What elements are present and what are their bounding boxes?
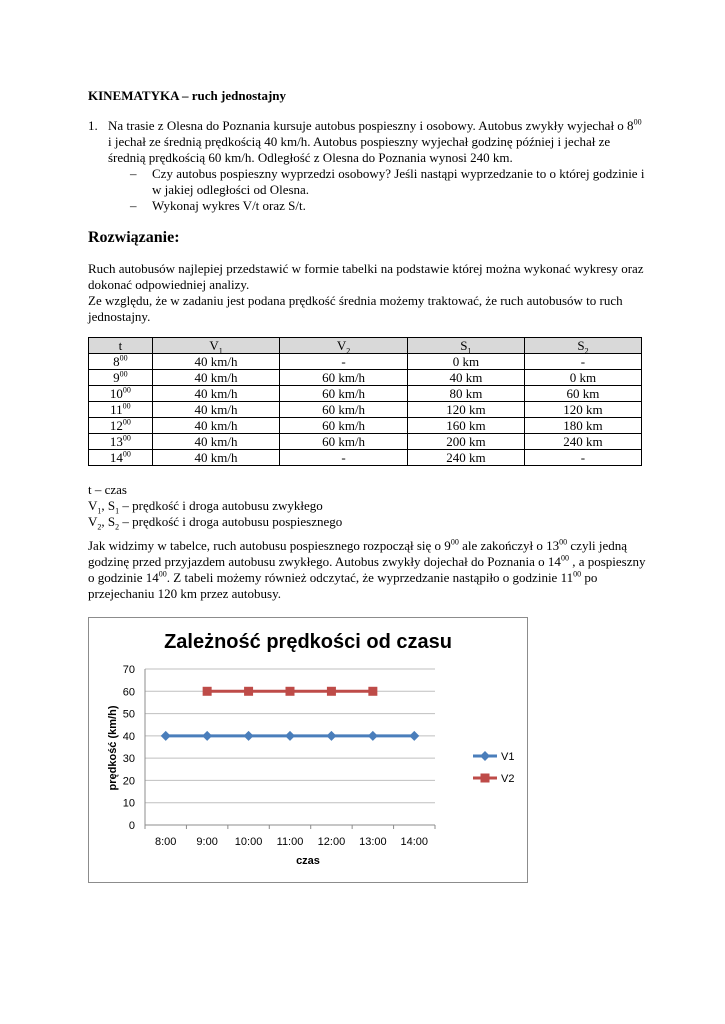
time-hour: 9 [113, 370, 120, 385]
header-main: V [336, 338, 347, 353]
x-tick-label: 8:00 [155, 836, 177, 848]
table-cell-v2: - [280, 354, 408, 370]
conclusion-sup: 00 [560, 553, 569, 563]
header-sub: 2 [584, 346, 589, 356]
data-point-v1 [285, 731, 295, 741]
table-cell-s2: 120 km [524, 402, 641, 418]
table-cell-s2: 180 km [524, 418, 641, 434]
table-row [89, 418, 642, 434]
legend-v1-letter: V [88, 498, 98, 513]
time-minutes: 00 [119, 353, 128, 363]
table-row [89, 370, 642, 386]
time-hour: 8 [113, 354, 120, 369]
data-point-v1 [202, 731, 212, 741]
table-header-cell [407, 338, 524, 354]
table-cell-time [89, 450, 153, 466]
data-point-v2 [327, 687, 336, 696]
legend-label: V1 [501, 751, 515, 763]
x-axis-label: czas [296, 855, 320, 867]
intro-paragraph-2: Ze względu, że w zadaniu jest podana prędkość średnia możemy traktować, że ruch autobusów to ruch jednostajny. [88, 293, 623, 324]
table-cell-v1: 40 km/h [152, 450, 280, 466]
legend-v1-text: – prędkość i droga autobusu zwykłego [119, 498, 323, 513]
chart-title: Zależność prędkości od czasu [164, 631, 452, 653]
table-header-cell [524, 338, 641, 354]
header-sub: 1 [218, 346, 223, 356]
conclusion-sup: 00 [559, 537, 568, 547]
conclusion-text: czyli jedną godzinę przed przyjazdem autobusu zwykłego. Autobus zwykły dojechał do Poznania o 14 [88, 538, 628, 569]
table-cell-s1: 40 km [407, 370, 524, 386]
table-cell-s1: 240 km [407, 450, 524, 466]
y-tick-label: 0 [128, 820, 135, 832]
y-tick-label: 70 [122, 664, 135, 676]
table-cell-s2: - [524, 354, 641, 370]
time-minutes: 00 [122, 433, 131, 443]
table-cell-s2: 0 km [524, 370, 641, 386]
y-tick-label: 50 [122, 708, 135, 721]
table-header-cell [152, 338, 280, 354]
legend-label: V2 [501, 773, 515, 785]
task-number: 1. [88, 118, 98, 133]
table-cell-time [89, 434, 153, 450]
header-main: t [118, 338, 123, 353]
bullet-dash: – [130, 198, 137, 213]
variable-legend [88, 482, 342, 530]
task-bullet [108, 166, 648, 198]
table-row [89, 386, 642, 402]
table-cell-v2: - [280, 450, 408, 466]
header-sub: 1 [467, 346, 472, 356]
legend-s2-sub: 2 [115, 522, 120, 532]
legend-t: t – czas [88, 482, 127, 497]
table-row [89, 434, 642, 450]
legend-s2-letter: S [107, 514, 116, 529]
conclusion-text: . Z tabeli możemy również odczytać, że wyprzedzanie nastąpiło o godzinie 11 [166, 570, 574, 585]
table-cell-time [89, 370, 153, 386]
legend-s1-sub: 1 [115, 506, 120, 516]
task-bullet [108, 198, 648, 214]
legend-comma: , [101, 498, 108, 513]
legend-v2-sub: 2 [97, 522, 102, 532]
header-main: S [460, 338, 468, 353]
bullet-dash: – [130, 166, 137, 181]
y-axis-label: prędkość (km/h) [107, 705, 119, 791]
task-body [108, 118, 648, 214]
table-cell-s2: 240 km [524, 434, 641, 450]
table-cell-v1: 40 km/h [152, 418, 280, 434]
task-1 [88, 118, 648, 214]
y-tick-label: 20 [122, 775, 135, 788]
data-point-v1 [244, 731, 254, 741]
data-point-v1 [326, 731, 336, 741]
data-point-v1 [368, 731, 378, 741]
time-minutes: 00 [122, 401, 131, 411]
y-tick-label: 30 [122, 753, 135, 766]
table-header-cell [280, 338, 408, 354]
y-tick-label: 60 [122, 686, 135, 699]
legend-v2-text: – prędkość i droga autobusu pospiesznego [119, 514, 343, 529]
legend-comma: , [101, 514, 108, 529]
table-cell-v2: 60 km/h [280, 402, 408, 418]
data-point-v2 [368, 687, 377, 696]
table-cell-v1: 40 km/h [152, 354, 280, 370]
task-sup-1: 00 [633, 117, 642, 127]
legend-marker-v2 [481, 774, 490, 783]
table-cell-s1: 160 km [407, 418, 524, 434]
x-tick-label: 12:00 [317, 836, 346, 848]
time-hour: 10 [109, 386, 123, 401]
table-cell-v1: 40 km/h [152, 402, 280, 418]
table-header-cell [89, 338, 153, 354]
table-cell-v2: 60 km/h [280, 370, 408, 386]
x-tick-label: 14:00 [400, 836, 429, 848]
conclusion-sup: 00 [450, 537, 459, 547]
table-cell-v2: 60 km/h [280, 386, 408, 402]
time-minutes: 00 [119, 369, 128, 379]
time-hour: 11 [110, 402, 123, 417]
time-minutes: 00 [122, 385, 131, 395]
velocity-chart [88, 617, 528, 883]
table-header-row [89, 338, 642, 354]
table-cell-s2: 60 km [524, 386, 641, 402]
task-bullet-text: Czy autobus pospieszny wyprzedzi osobowy? Jeśli nastąpi wyprzedzanie to o której godzinie i w jakiej odległości od Olesna. [152, 166, 645, 197]
header-sub: 2 [346, 346, 351, 356]
table-cell-s1: 0 km [407, 354, 524, 370]
table-cell-v1: 40 km/h [152, 434, 280, 450]
x-tick-label: 10:00 [234, 836, 263, 848]
legend-s1-letter: S [107, 498, 116, 513]
x-tick-label: 13:00 [359, 836, 387, 848]
legend-v2-s2 [88, 514, 342, 530]
table-cell-v2: 60 km/h [280, 434, 408, 450]
time-hour: 14 [109, 450, 123, 465]
x-tick-label: 9:00 [196, 836, 218, 848]
legend-v1-sub: 1 [97, 506, 102, 516]
legend-v1-s1 [88, 498, 342, 514]
data-point-v2 [286, 687, 295, 696]
legend-marker-v1 [480, 751, 490, 761]
x-tick-label: 11:00 [276, 836, 304, 848]
table-cell-v2: 60 km/h [280, 418, 408, 434]
task-text-2: i jechał ze średnią prędkością 40 km/h. Autobus pospieszny wyjechał godzinę później i jechał ze średnią prędkością 60 km/h. Odległość z Olesna do Poznania wynosi 240 km. [108, 134, 611, 165]
task-bullet-text: Wykonaj wykres V/t oraz S/t. [152, 198, 306, 213]
table-cell-time [89, 386, 153, 402]
table-cell-time [89, 402, 153, 418]
time-minutes: 00 [122, 449, 131, 459]
table-cell-s1: 80 km [407, 386, 524, 402]
intro-paragraph-1: Ruch autobusów najlepiej przedstawić w formie tabelki na podstawie której można wykonać wykresy oraz dokonać odpowiedniej analizy. [88, 261, 644, 292]
table-cell-s1: 120 km [407, 402, 524, 418]
time-hour: 13 [109, 434, 123, 449]
conclusion-sup: 00 [573, 569, 582, 579]
solution-heading: Rozwiązanie: [88, 229, 180, 246]
legend-v2-letter: V [88, 514, 98, 529]
table-cell-v1: 40 km/h [152, 370, 280, 386]
data-point-v1 [409, 731, 419, 741]
data-point-v2 [203, 687, 212, 696]
table-cell-s1: 200 km [407, 434, 524, 450]
table-cell-time [89, 354, 153, 370]
conclusion-text: po przejechaniu 120 km przez autobusy. [88, 570, 598, 601]
time-minutes: 00 [122, 417, 131, 427]
conclusion-paragraph [88, 538, 648, 602]
data-table [88, 337, 642, 466]
conclusion-text: , a pospieszny o godzinie 14 [88, 554, 646, 585]
table-row [89, 354, 642, 370]
y-tick-label: 10 [122, 797, 135, 810]
time-hour: 12 [109, 418, 123, 433]
table-cell-v1: 40 km/h [152, 386, 280, 402]
task-text-1: Na trasie z Olesna do Poznania kursuje autobus pospieszny i osobowy. Autobus zwykły wyjechał o 8 [108, 118, 634, 133]
conclusion-text: Jak widzimy w tabelce, ruch autobusu pospiesznego rozpoczął się o 9 [88, 538, 451, 553]
data-point-v1 [161, 731, 171, 741]
y-tick-label: 40 [122, 730, 135, 743]
header-main: V [209, 338, 219, 353]
table-cell-time [89, 418, 153, 434]
chart-svg [89, 618, 527, 882]
table-cell-s2: - [524, 450, 641, 466]
header-main: S [577, 338, 585, 353]
data-point-v2 [244, 687, 253, 696]
conclusion-sup: 00 [158, 569, 167, 579]
table-row [89, 402, 642, 418]
document-title: KINEMATYKA – ruch jednostajny [88, 88, 287, 103]
table-row [89, 450, 642, 466]
task-bullets [108, 166, 648, 214]
conclusion-text: ale zakończył o 13 [458, 538, 560, 553]
